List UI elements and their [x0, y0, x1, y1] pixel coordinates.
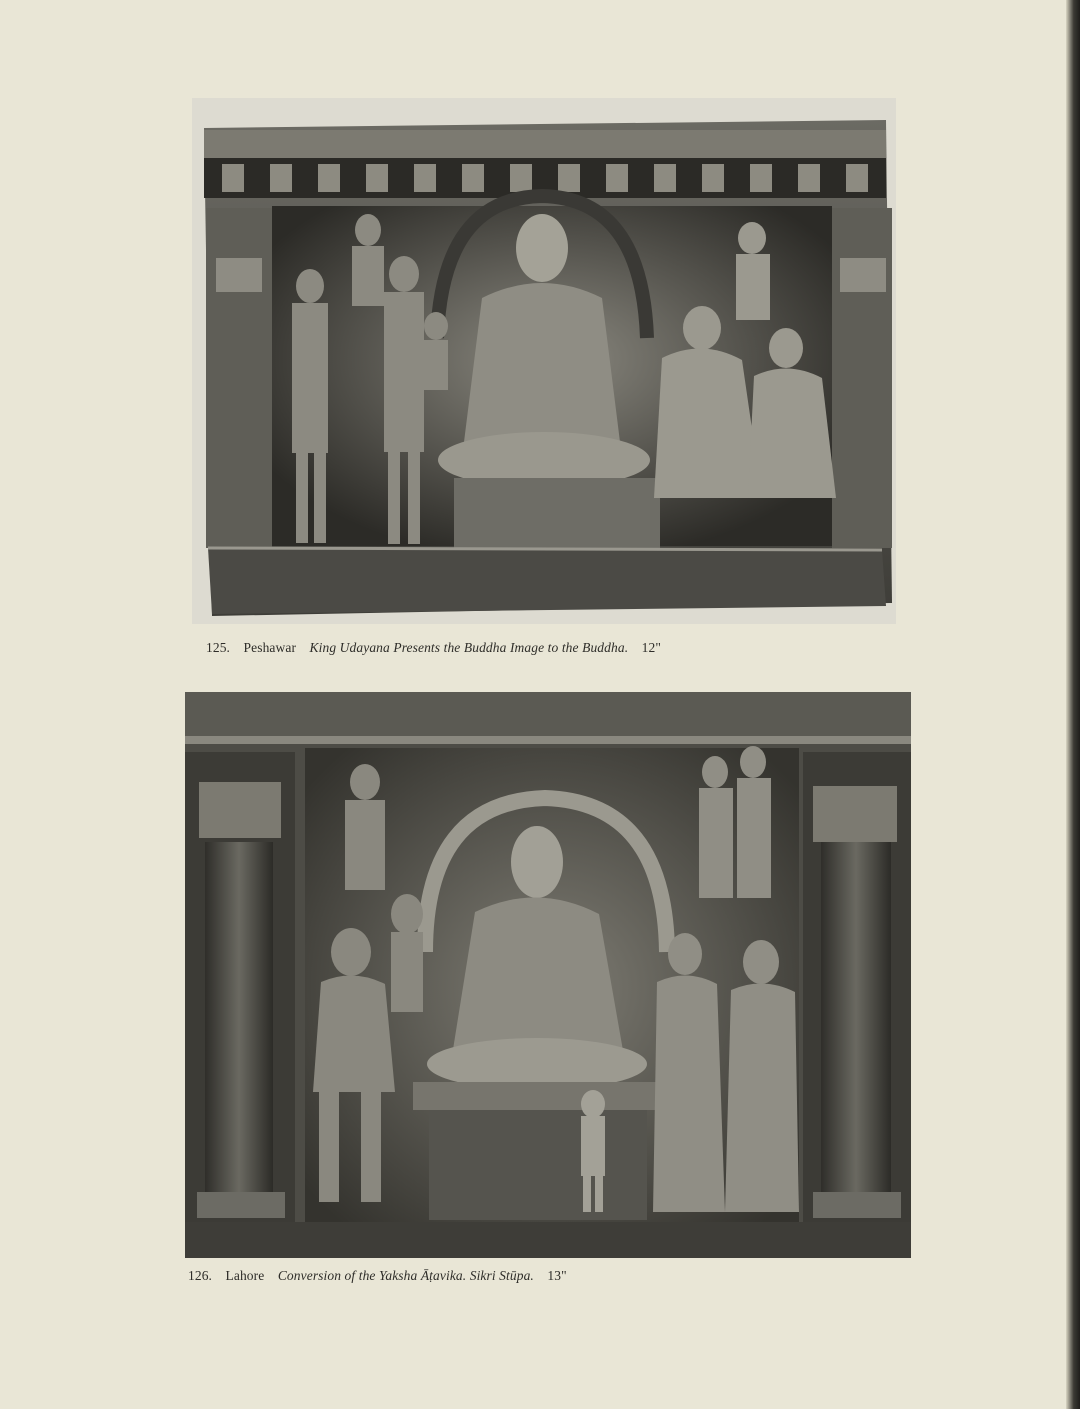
relief-sculpture-image — [192, 98, 896, 624]
plate-number: 125. — [206, 640, 231, 655]
plate-title: King Udayana Presents the Buddha Image to the Buddha. — [309, 640, 629, 655]
plate-number: 126. — [188, 1268, 213, 1283]
plate-125-caption — [206, 640, 661, 656]
page-binding-edge — [1066, 0, 1080, 1409]
plate-126-caption — [188, 1268, 567, 1284]
relief-sculpture-image — [185, 692, 911, 1258]
plate-125-photograph — [192, 98, 896, 624]
plate-location: Lahore — [225, 1268, 265, 1283]
plate-title: Conversion of the Yaksha Āṭavika. Sikri Stūpa. — [277, 1268, 534, 1283]
plate-size: 13" — [547, 1268, 567, 1283]
plate-126-photograph — [185, 692, 911, 1258]
plate-location: Peshawar — [243, 640, 297, 655]
plate-size: 12" — [641, 640, 661, 655]
